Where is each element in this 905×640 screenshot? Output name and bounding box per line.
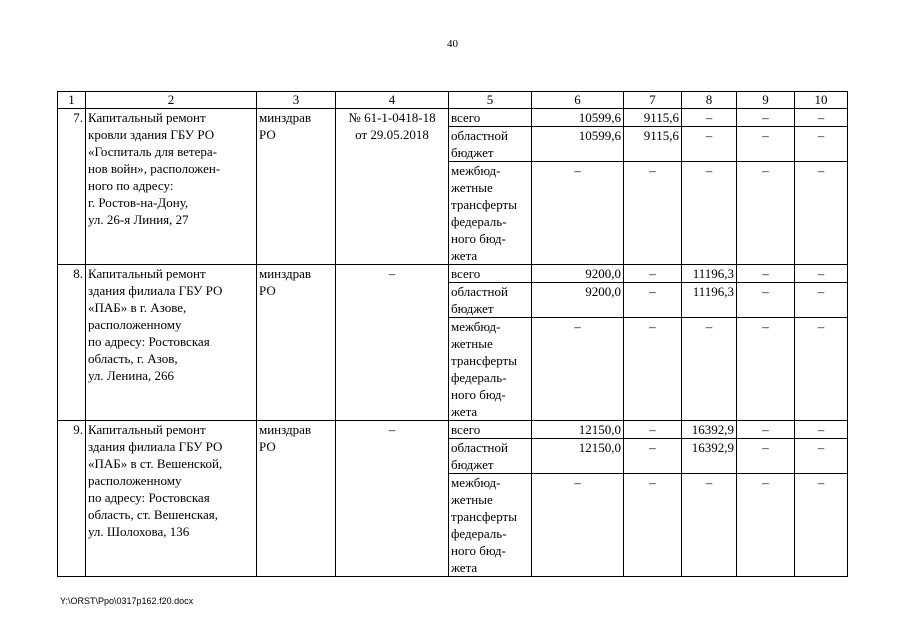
funding-source — [449, 109, 532, 127]
page-number: 40 — [447, 38, 458, 50]
value-v7: 9115,6 — [624, 109, 682, 127]
value-v9: – — [737, 318, 795, 421]
value-v6: 10599,6 — [532, 109, 624, 127]
text-line: всего — [451, 266, 481, 281]
text-line: ного бюд- — [451, 231, 506, 246]
object-name — [86, 265, 257, 421]
text-line: от 29.05.2018 — [355, 127, 429, 142]
value-v8: – — [682, 162, 737, 265]
column-header: 4 — [336, 92, 449, 109]
row-number: 7. — [58, 109, 86, 265]
text-line: расположенному — [88, 317, 182, 332]
funding-source — [449, 439, 532, 474]
text-line: Капитальный ремонт — [88, 266, 206, 281]
value-v8: – — [682, 474, 737, 577]
column-header: 7 — [624, 92, 682, 109]
object-name — [86, 109, 257, 265]
text-line: область, ст. Вешенская, — [88, 507, 218, 522]
value-v7: 9115,6 — [624, 127, 682, 162]
funding-source — [449, 265, 532, 283]
text-line: ного бюд- — [451, 387, 506, 402]
value-v8: 16392,9 — [682, 421, 737, 439]
text-line: жета — [451, 248, 478, 263]
value-v7: – — [624, 421, 682, 439]
text-line: № 61-1-0418-18 — [348, 110, 436, 125]
text-line: область, г. Азов, — [88, 351, 178, 366]
value-v8: 11196,3 — [682, 265, 737, 283]
text-line: – — [388, 266, 396, 281]
funding-source — [449, 421, 532, 439]
value-v8: – — [682, 127, 737, 162]
text-line: областной — [451, 128, 508, 143]
value-v7: – — [624, 474, 682, 577]
column-header: 8 — [682, 92, 737, 109]
value-v6: – — [532, 474, 624, 577]
value-v10: – — [795, 265, 848, 283]
value-v9: – — [737, 474, 795, 577]
value-v9: – — [737, 109, 795, 127]
value-v7: – — [624, 318, 682, 421]
column-header: 10 — [795, 92, 848, 109]
value-v8: 11196,3 — [682, 283, 737, 318]
funding-source — [449, 127, 532, 162]
text-line: ул. 26-я Линия, 27 — [88, 212, 189, 227]
value-v6: 12150,0 — [532, 439, 624, 474]
value-v8: – — [682, 318, 737, 421]
text-line: расположенному — [88, 473, 182, 488]
value-v8: 16392,9 — [682, 439, 737, 474]
value-v6: 12150,0 — [532, 421, 624, 439]
value-v6: – — [532, 162, 624, 265]
text-line: жета — [451, 560, 478, 575]
text-line: областной — [451, 440, 508, 455]
funding-source — [449, 474, 532, 577]
text-line: Капитальный ремонт — [88, 110, 206, 125]
text-line: «ПАБ» в г. Азове, — [88, 300, 187, 315]
value-v10: – — [795, 439, 848, 474]
value-v7: – — [624, 439, 682, 474]
text-line: федераль- — [451, 370, 507, 385]
text-line: трансферты — [451, 197, 517, 212]
text-line: межбюд- — [451, 163, 501, 178]
text-line: здания филиала ГБУ РО — [88, 439, 223, 454]
object-name — [86, 421, 257, 577]
value-v7: – — [624, 265, 682, 283]
text-line: жета — [451, 404, 478, 419]
text-line: федераль- — [451, 214, 507, 229]
text-line: бюджет — [451, 145, 494, 160]
value-v6: – — [532, 318, 624, 421]
value-v10: – — [795, 162, 848, 265]
value-v6: 9200,0 — [532, 265, 624, 283]
text-line: всего — [451, 110, 481, 125]
table-row — [58, 421, 848, 439]
text-line: ного по адресу: — [88, 178, 174, 193]
funding-source — [449, 162, 532, 265]
column-header: 6 — [532, 92, 624, 109]
funding-source — [449, 283, 532, 318]
text-line: минздрав — [259, 422, 312, 437]
value-v8: – — [682, 109, 737, 127]
text-line: РО — [259, 127, 276, 142]
text-line: Капитальный ремонт — [88, 422, 206, 437]
value-v7: – — [624, 283, 682, 318]
table-row — [58, 109, 848, 127]
text-line: по адресу: Ростовская — [88, 334, 210, 349]
text-line: межбюд- — [451, 475, 501, 490]
document-ref — [336, 265, 449, 421]
text-line: жетные — [451, 336, 493, 351]
value-v9: – — [737, 421, 795, 439]
table-row — [58, 265, 848, 283]
text-line: бюджет — [451, 457, 494, 472]
text-line: трансферты — [451, 509, 517, 524]
text-line: г. Ростов-на-Дону, — [88, 195, 189, 210]
value-v10: – — [795, 474, 848, 577]
value-v10: – — [795, 127, 848, 162]
text-line: «ПАБ» в ст. Вешенской, — [88, 456, 223, 471]
agency — [257, 421, 336, 577]
column-header: 5 — [449, 92, 532, 109]
agency — [257, 265, 336, 421]
row-number: 9. — [58, 421, 86, 577]
header-row — [58, 92, 848, 109]
text-line: ул. Ленина, 266 — [88, 368, 175, 383]
column-header: 2 — [86, 92, 257, 109]
text-line: жетные — [451, 180, 493, 195]
text-line: ного бюд- — [451, 543, 506, 558]
value-v7: – — [624, 162, 682, 265]
value-v6: 10599,6 — [532, 127, 624, 162]
column-header: 3 — [257, 92, 336, 109]
funding-source — [449, 318, 532, 421]
file-path-footer: Y:\ORST\Ppo\0317p162.f20.docx — [60, 596, 194, 606]
value-v9: – — [737, 127, 795, 162]
budget-table — [57, 91, 848, 577]
text-line: бюджет — [451, 301, 494, 316]
text-line: всего — [451, 422, 481, 437]
text-line: минздрав — [259, 266, 312, 281]
text-line: минздрав — [259, 110, 312, 125]
text-line: кровли здания ГБУ РО — [88, 127, 215, 142]
text-line: РО — [259, 439, 276, 454]
value-v10: – — [795, 421, 848, 439]
text-line: нов войн», расположен- — [88, 161, 221, 176]
text-line: межбюд- — [451, 319, 501, 334]
text-line: федераль- — [451, 526, 507, 541]
text-line: областной — [451, 284, 508, 299]
text-line: РО — [259, 283, 276, 298]
text-line: – — [388, 422, 396, 437]
value-v9: – — [737, 265, 795, 283]
column-header: 9 — [737, 92, 795, 109]
text-line: «Госпиталь для ветера- — [88, 144, 217, 159]
agency — [257, 109, 336, 265]
text-line: жетные — [451, 492, 493, 507]
text-line: по адресу: Ростовская — [88, 490, 210, 505]
value-v6: 9200,0 — [532, 283, 624, 318]
value-v10: – — [795, 109, 848, 127]
text-line: ул. Шолохова, 136 — [88, 524, 190, 539]
value-v10: – — [795, 283, 848, 318]
value-v9: – — [737, 283, 795, 318]
document-ref — [336, 109, 449, 265]
value-v9: – — [737, 162, 795, 265]
row-number: 8. — [58, 265, 86, 421]
column-header: 1 — [58, 92, 86, 109]
value-v10: – — [795, 318, 848, 421]
text-line: трансферты — [451, 353, 517, 368]
document-ref — [336, 421, 449, 577]
text-line: здания филиала ГБУ РО — [88, 283, 223, 298]
value-v9: – — [737, 439, 795, 474]
